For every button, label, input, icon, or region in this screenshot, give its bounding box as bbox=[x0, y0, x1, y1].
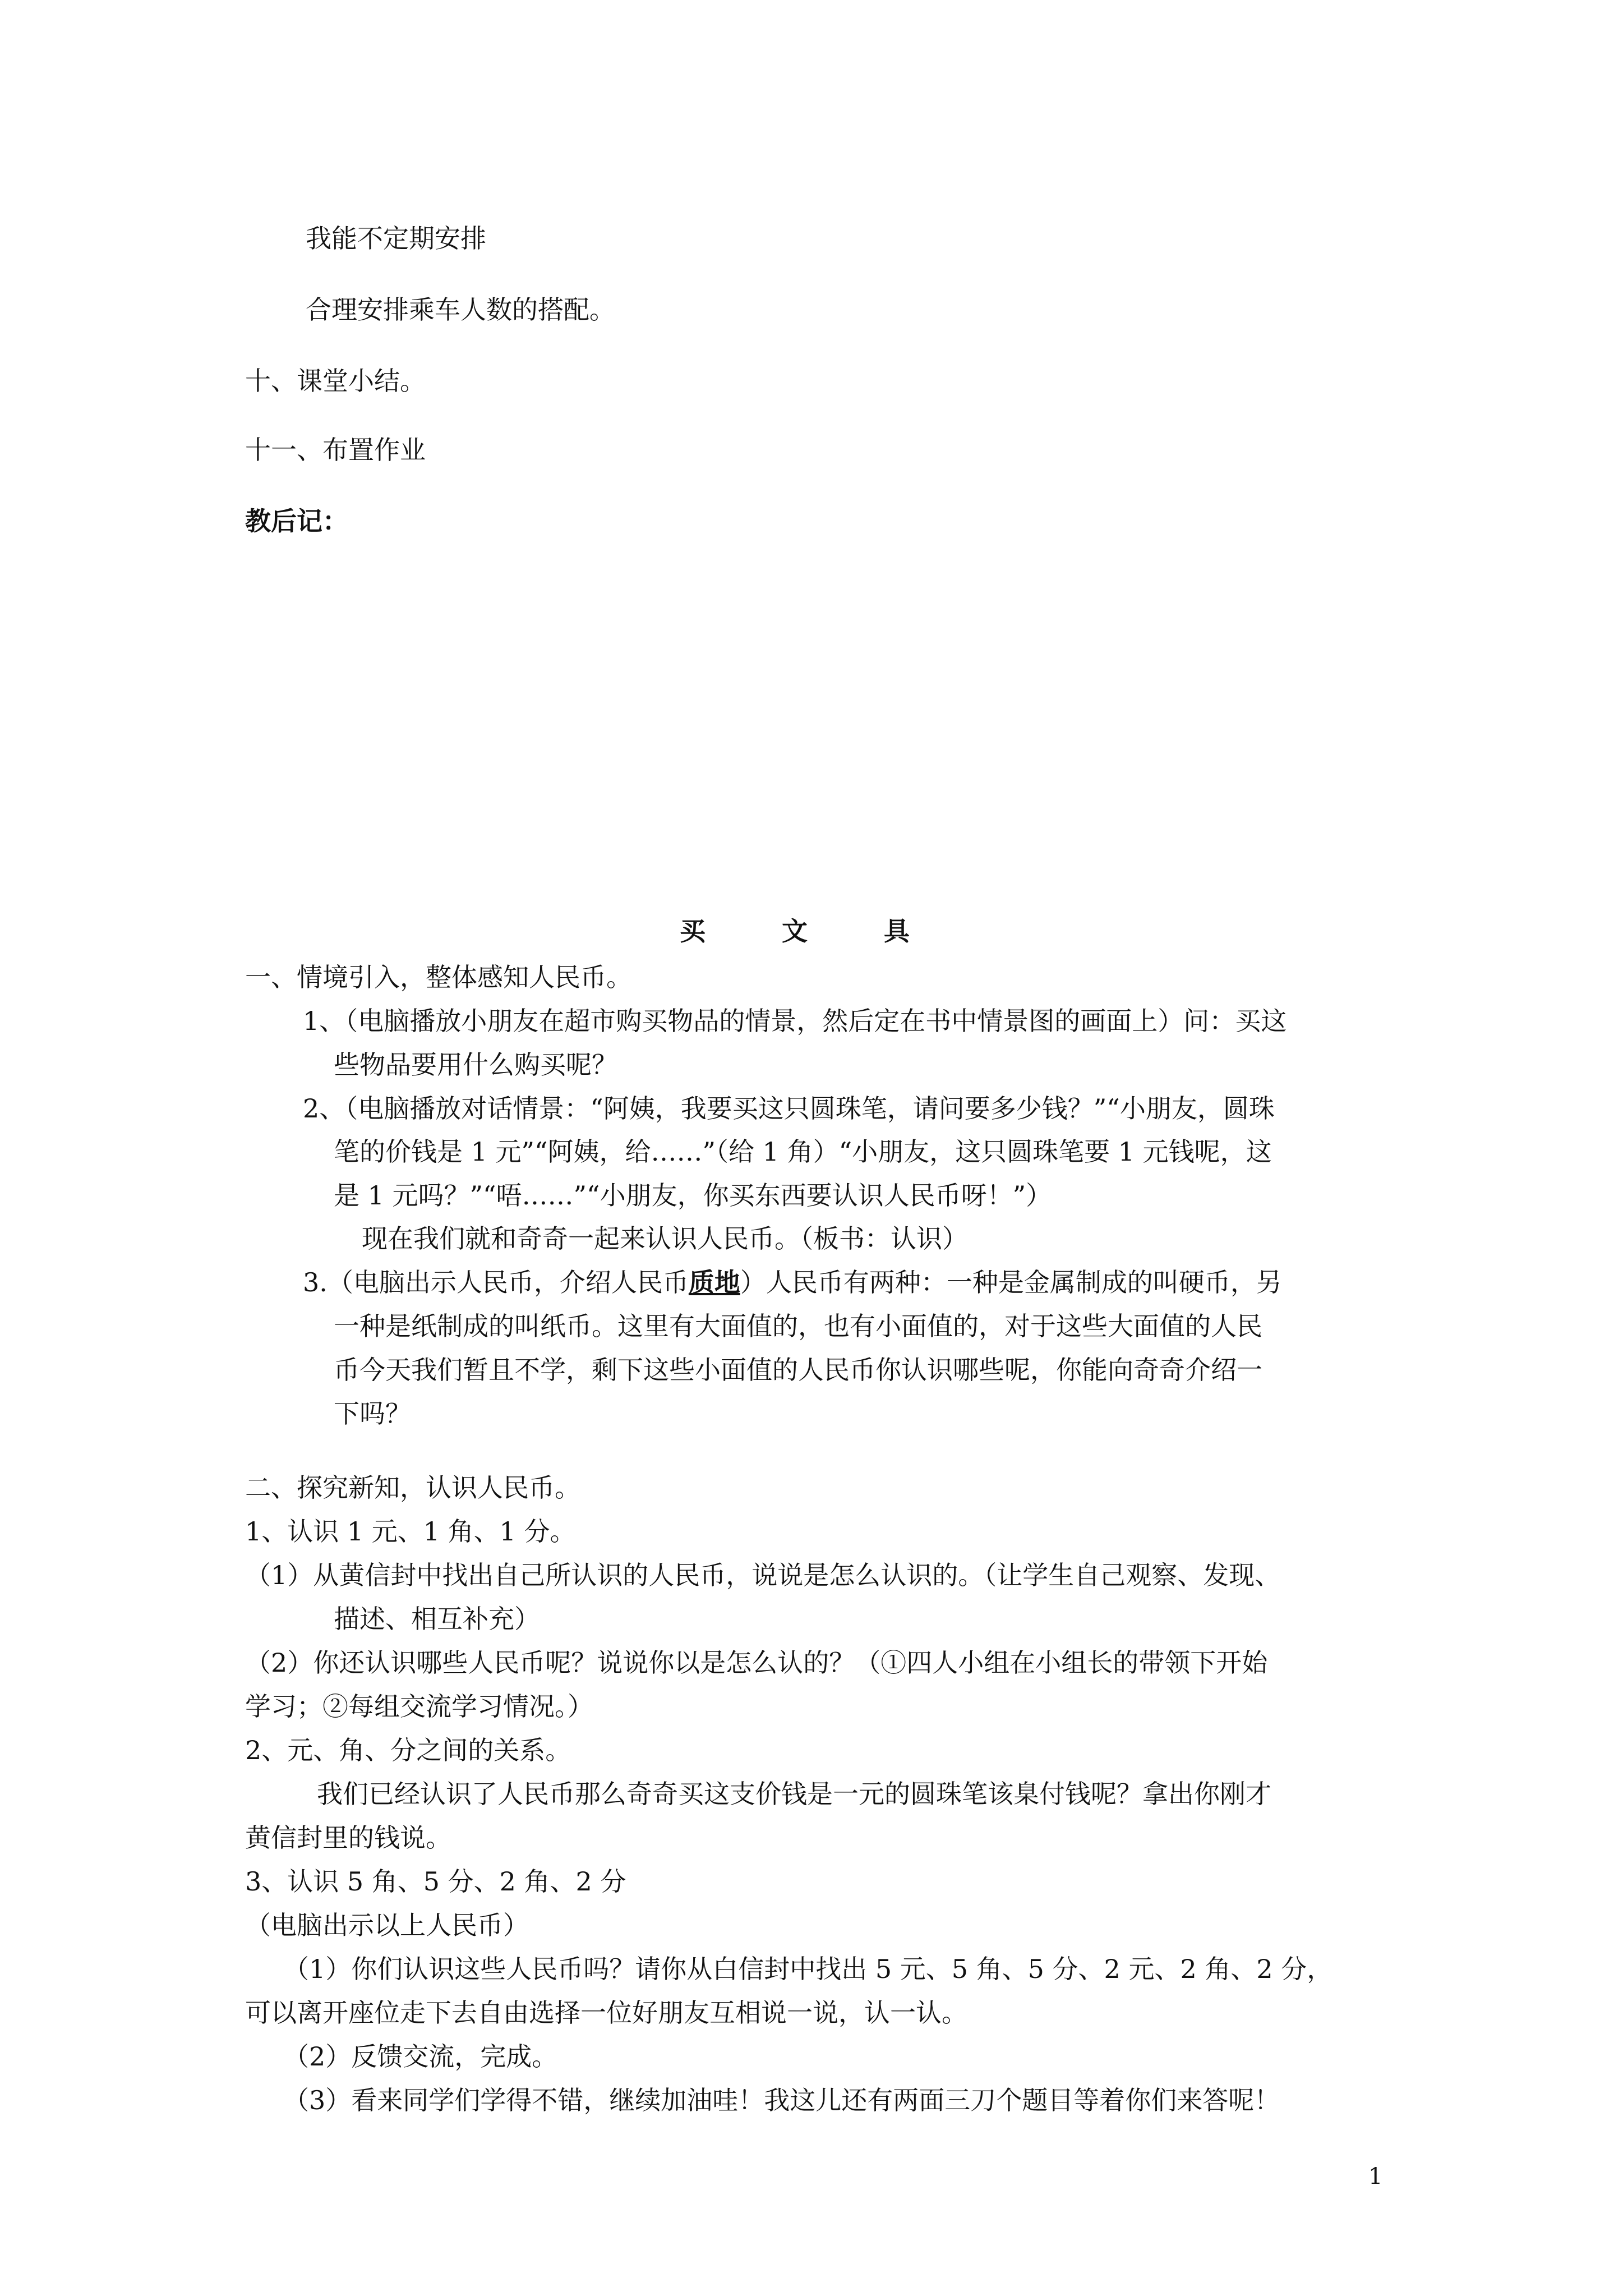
text-line: 是 1 元吗？”“唔……”“小朋友，你买东西要认识人民币呀！”） bbox=[334, 1180, 1052, 1211]
text-line: 合理安排乘车人数的搭配。 bbox=[306, 295, 615, 325]
text-line: 些物品要用什么购买呢？ bbox=[334, 1050, 617, 1080]
text-line: （3）看来同学们学得不错，继续加油哇！我这儿还有两面三刀个题目等着你们来答呢！ bbox=[283, 2085, 1280, 2115]
text-span: 3.（电脑出示人民币，介绍人民币 bbox=[303, 1267, 689, 1297]
subheading: 1、认识 1 元、1 角、1 分。 bbox=[245, 1516, 576, 1547]
text-line: 2、（电脑播放对话情景：“阿姨，我要买这只圆珠笔，请问要多少钱？”“小朋友，圆珠 bbox=[303, 1093, 1275, 1124]
section-heading: 二、探究新知，认识人民币。 bbox=[245, 1473, 580, 1503]
text-line: 黄信封里的钱说。 bbox=[245, 1823, 451, 1853]
text-line: （1）从黄信封中找出自己所认识的人民币，说说是怎么认识的。（让学生自己观察、发现、 bbox=[245, 1560, 1281, 1590]
text-line bbox=[303, 1266, 1282, 1299]
text-line: 一种是纸制成的叫纸币。这里有大面值的，也有小面值的，对于这些大面值的人民 bbox=[334, 1311, 1262, 1341]
text-line: （2）反馈交流，完成。 bbox=[283, 2041, 558, 2072]
text-line: 现在我们就和奇奇一起来认识人民币。（板书：认识） bbox=[362, 1223, 968, 1254]
list-item: 十一、布置作业 bbox=[245, 435, 426, 465]
underlined-term: 质地 bbox=[688, 1267, 740, 1297]
list-item: 十、课堂小结。 bbox=[245, 366, 426, 396]
text-line: 我能不定期安排 bbox=[306, 223, 486, 254]
subheading: 3、认识 5 角、5 分、2 角、2 分 bbox=[245, 1866, 626, 1897]
text-line: （1）你们认识这些人民币吗？请你从白信封中找出 5 元、5 角、5 分、2 元、2 角、2 分， bbox=[283, 1954, 1333, 1984]
after-class-note-label: 教后记： bbox=[245, 506, 348, 536]
text-span: ）人民币有两种：一种是金属制成的叫硬币，另 bbox=[740, 1267, 1282, 1297]
text-line: 学习；②每组交流学习情况。） bbox=[245, 1691, 593, 1722]
text-line: 可以离开座位走下去自由选择一位好朋友互相说一说，认一认。 bbox=[245, 1998, 967, 2028]
lesson-title: 买 文 具 bbox=[679, 916, 944, 946]
text-line: 1、（电脑播放小朋友在超市购买物品的情景，然后定在书中情景图的画面上）问：买这 bbox=[303, 1006, 1287, 1036]
text-line: 下吗？ bbox=[334, 1398, 411, 1429]
text-line: （2）你还认识哪些人民币呢？说说你以是怎么认的？（①四人小组在小组长的带领下开始 bbox=[245, 1648, 1268, 1678]
text-line: 币今天我们暂且不学，剩下这些小面值的人民币你认识哪些呢，你能向奇奇介绍一 bbox=[334, 1355, 1262, 1385]
section-heading: 一、情境引入，整体感知人民币。 bbox=[245, 962, 632, 992]
page-number: 1 bbox=[1368, 2164, 1383, 2189]
subheading: 2、元、角、分之间的关系。 bbox=[245, 1735, 571, 1765]
text-line: 我们已经认识了人民币那么奇奇买这支价钱是一元的圆珠笔该臬付钱呢？拿出你刚才 bbox=[317, 1779, 1271, 1809]
text-line: 描述、相互补充） bbox=[334, 1604, 540, 1634]
text-line: 笔的价钱是 1 元”“阿姨，给……”（给 1 角）“小朋友，这只圆珠笔要 1 元钱呢，这 bbox=[334, 1137, 1272, 1167]
text-line: （电脑出示以上人民币） bbox=[245, 1910, 529, 1940]
